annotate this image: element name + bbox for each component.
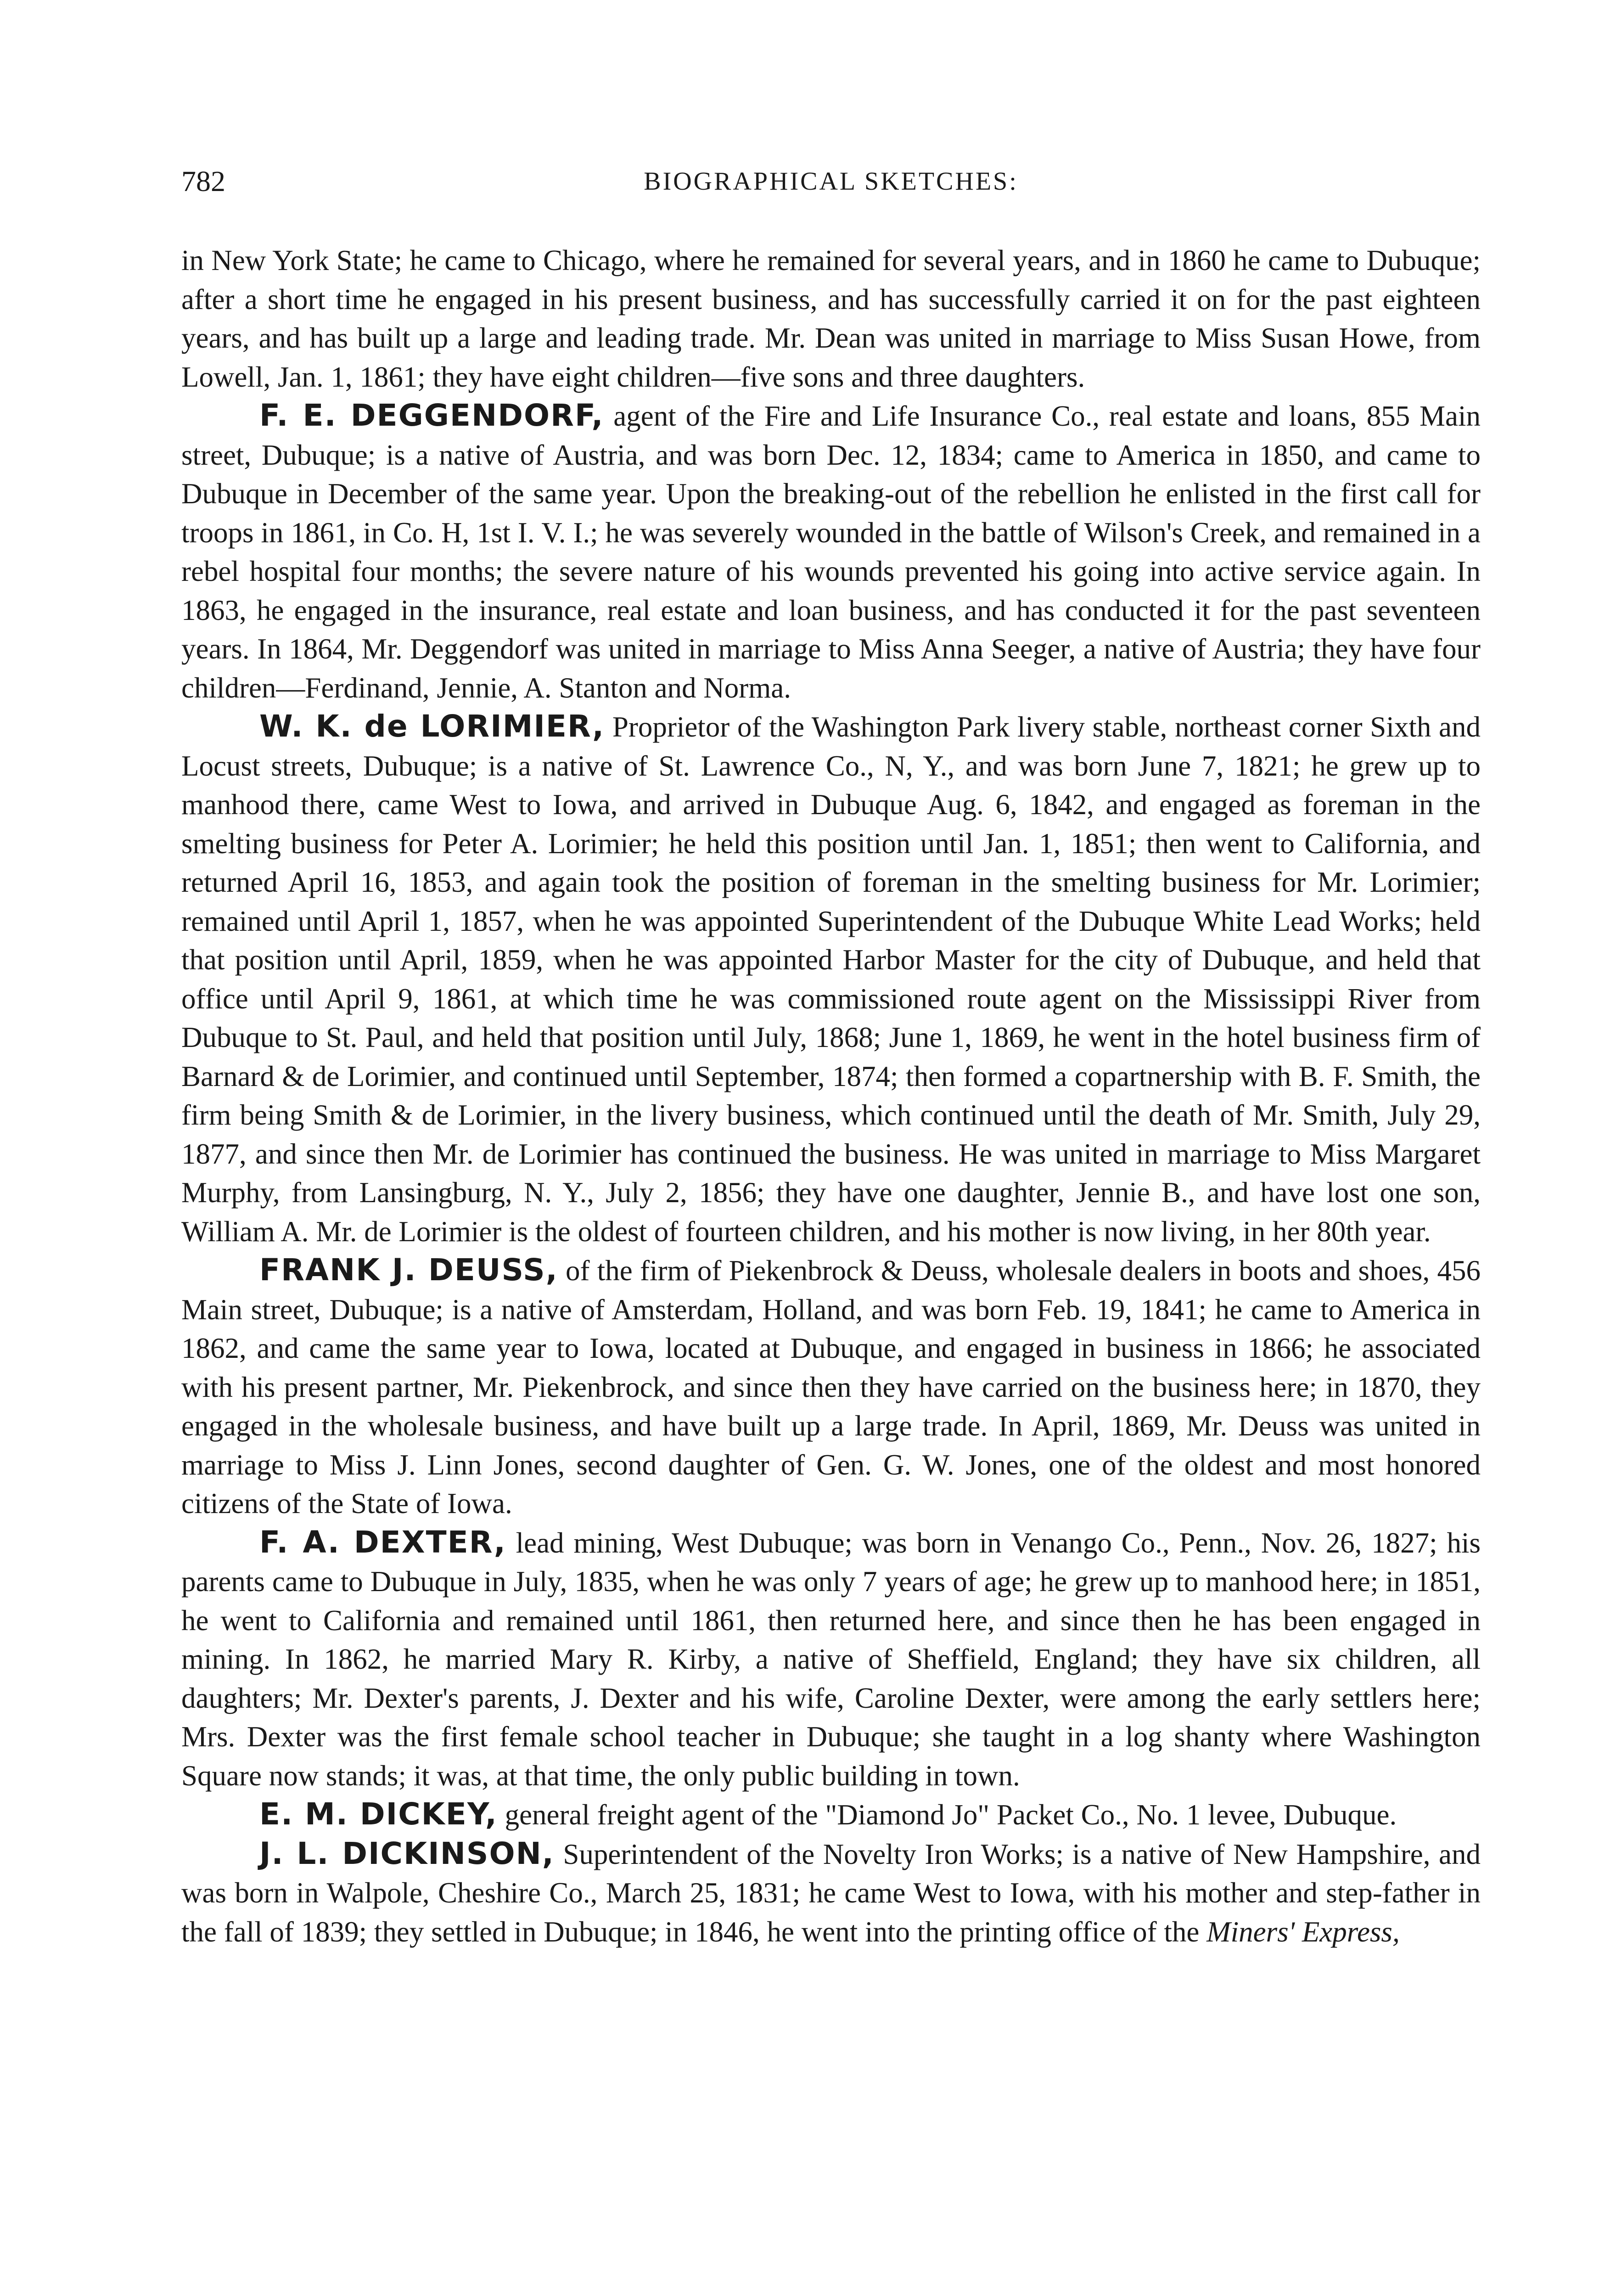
entry-de-lorimier [181, 707, 1481, 1251]
entry-dickey [181, 1795, 1481, 1835]
running-head: BIOGRAPHICAL SKETCHES: [644, 167, 1018, 196]
entry-name: J. L. DICKINSON, [259, 1835, 555, 1871]
biographical-text [181, 241, 1481, 1951]
entry-text: Proprietor of the Washington Park livery stable, northeast corner Sixth and Locust streets, Dubuque; is a native of St. Lawrence Co., N, Y., and was born June 7, 1821; he grew up to manhood there, came West to Iowa, and arrived in Dubuque Aug. 6, 1842, and engaged as foreman in the smelting business for Peter A. Lorimier; he held this position until Jan. 1, 1851; then went to California, and returned April 16, 1853, and again took the position of foreman in the smelting business for Mr. Lorimier; remained until April 1, 1857, when he was appointed Superintendent of the Dubuque White Lead Works; held that position until April, 1859, when he was appointed Harbor Master for the city of Dubuque, and held that office until April 9, 1861, at which time he was commissioned route agent on the Mississippi River from Dubuque to St. Paul, and held that position until July, 1868; June 1, 1869, he went in the hotel business firm of Barnard & de Lorimier, and continued until September, 1874; then formed a copartnership with B. F. Smith, the firm being Smith & de Lorimier, in the livery business, which continued until the death of Mr. Smith, July 29, 1877, and since then Mr. de Lorimier has continued the business. He was united in marriage to Miss Margaret Murphy, from Lansingburg, N. Y., July 2, 1856; they have one daughter, Jennie B., and have lost one son, William A. Mr. de Lorimier is the oldest of fourteen children, and his mother is now living, in her 80th year. [181, 711, 1481, 1248]
continuation-paragraph: in New York State; he came to Chicago, where he remained for several years, and in 1860 he came to Dubuque; after a short time he engaged in his present business, and has successfully carried it on for the past eighteen years, and has built up a large and leading trade. Mr. Dean was united in marriage to Miss Susan Howe, from Lowell, Jan. 1, 1861; they have eight children—five sons and three daughters. [181, 244, 1481, 393]
entry-name: F. E. DEGGENDORF, [259, 398, 604, 433]
entry-name: FRANK J. DEUSS, [259, 1252, 558, 1288]
entry-text: general freight agent of the "Diamond Jo" Packet Co., No. 1 levee, Dubuque. [497, 1799, 1397, 1831]
entry-name: F. A. DEXTER, [259, 1524, 506, 1560]
entry-italic-text: Miners' Express, [1206, 1915, 1400, 1948]
entry-dexter [181, 1523, 1481, 1795]
entry-text: of the firm of Piekenbrock & Deuss, wholesale dealers in boots and shoes, 456 Main street, Dubuque; is a native of Amsterdam, Holland, and was born Feb. 19, 1841; he came to America in 1862, and came the same year to Iowa, located at Dubuque, and engaged in business in 1866; he associated with his present partner, Mr. Piekenbrock, and since then they have carried on the business here; in 1870, they engaged in the wholesale business, and have built up a large trade. In April, 1869, Mr. Deuss was united in marriage to Miss J. Linn Jones, second daughter of Gen. G. W. Jones, one of the oldest and most honored citizens of the State of Iowa. [181, 1255, 1481, 1519]
entry-deuss [181, 1251, 1481, 1523]
entry-text: lead mining, West Dubuque; was born in Venango Co., Penn., Nov. 26, 1827; his parents came to Dubuque in July, 1835, when he was only 7 years of age; he grew up to manhood here; in 1851, he went to California and remained until 1861, then returned here, and since then he has been engaged in mining. In 1862, he married Mary R. Kirby, a native of Sheffield, England; they have six children, all daughters; Mr. Dexter's parents, J. Dexter and his wife, Caroline Dexter, were among the early settlers here; Mrs. Dexter was the first female school teacher in Dubuque; she taught in a log shanty where Washington Square now stands; it was, at that time, the only public building in town. [181, 1526, 1481, 1792]
entry-deggendorf [181, 396, 1481, 707]
page-header [181, 161, 1481, 202]
page-number: 782 [181, 165, 225, 197]
entry-name: E. M. DICKEY, [259, 1796, 498, 1832]
entry-text: agent of the Fire and Life Insurance Co., real estate and loans, 855 Main street, Dubuque; is a native of Austria, and was born Dec. 12, 1834; came to America in 1850, and came to Dubuque in December of the same year. Upon the breaking-out of the rebellion he enlisted in the first call for troops in 1861, in Co. H, 1st I. V. I.; he was severely wounded in the battle of Wilson's Creek, and remained in a rebel hospital four months; the severe nature of his wounds prevented his going into active service again. In 1863, he engaged in the insurance, real estate and loan business, and has conducted it for the past seventeen years. In 1864, Mr. Deggendorf was united in marriage to Miss Anna Seeger, a native of Austria; they have four children—Ferdinand, Jennie, A. Stanton and Norma. [181, 400, 1481, 704]
entry-dickinson [181, 1835, 1481, 1952]
entry-name: W. K. de LORIMIER, [259, 709, 605, 744]
entry-text: Superintendent of the Novelty Iron Works; is a native of New Hampshire, and was born in Walpole, Cheshire Co., March 25, 1831; he came West to Iowa, with his mother and step-father in the fall of 1839; they settled in Dubuque; in 1846, he went into the printing office of the [181, 1838, 1481, 1948]
